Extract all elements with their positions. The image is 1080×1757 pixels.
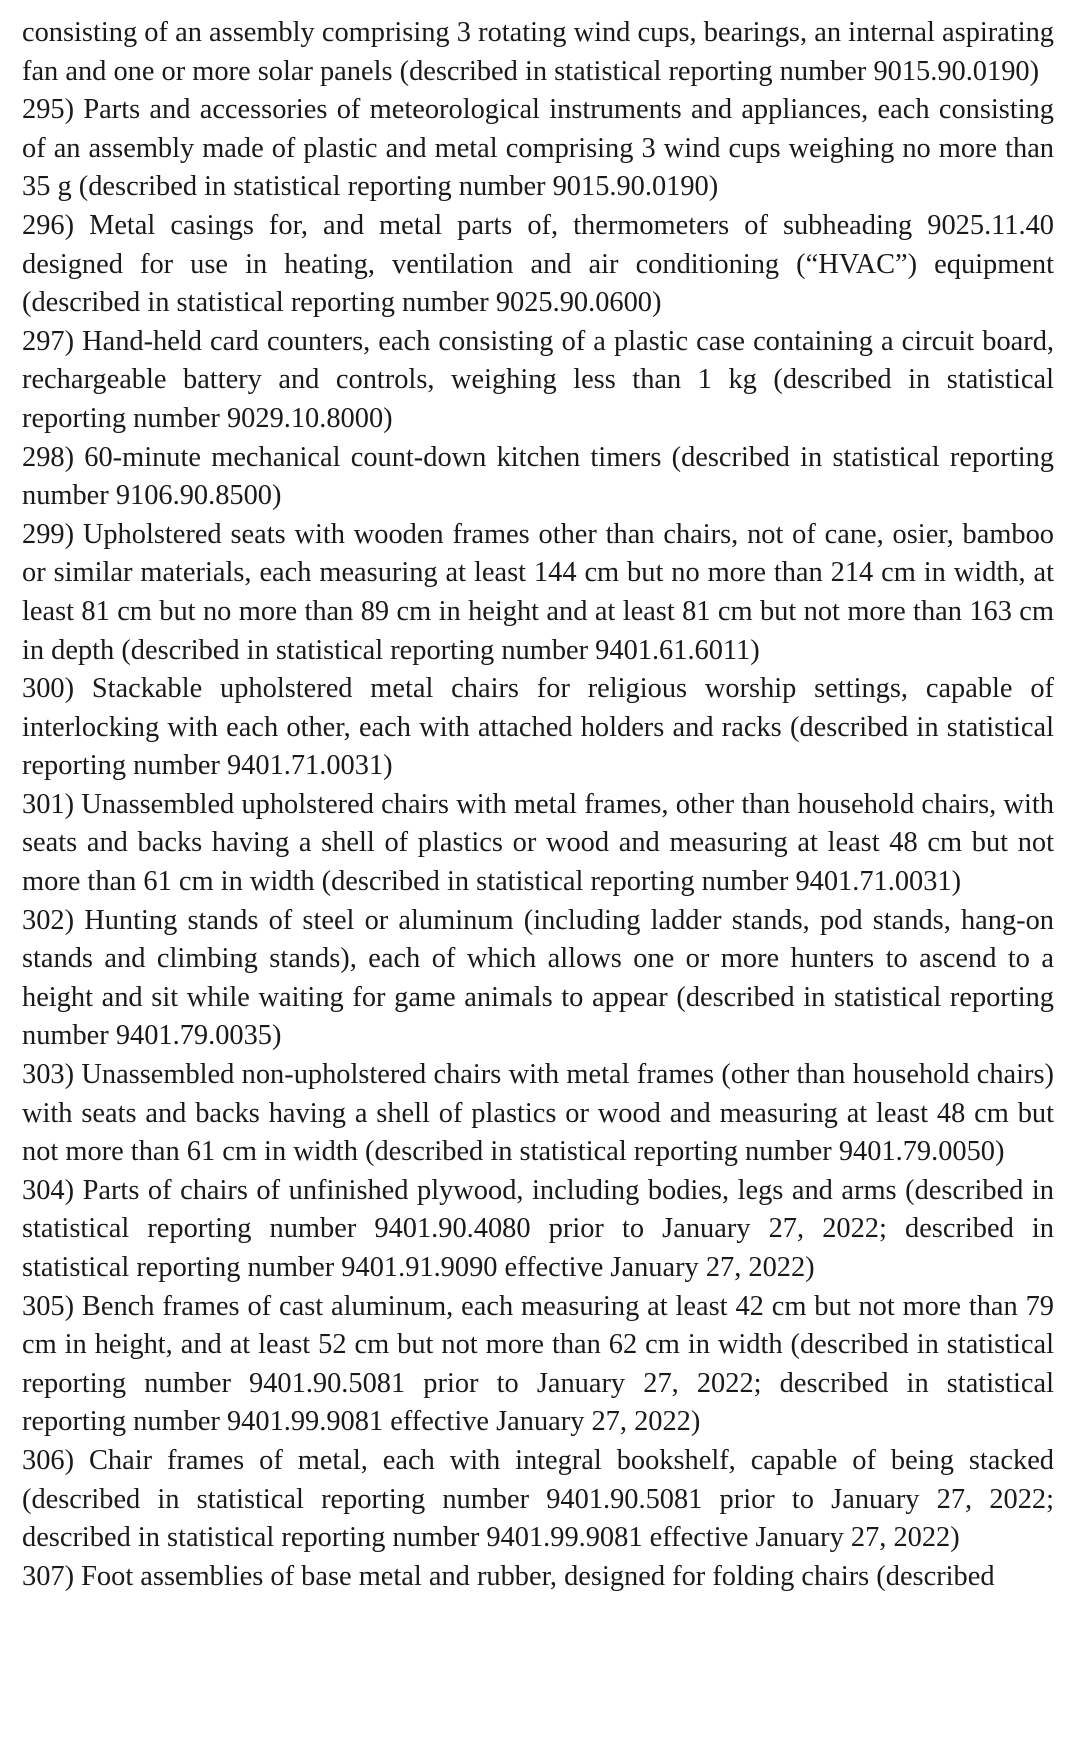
paragraph-item-295: 295) Parts and accessories of meteorological instruments and appliances, each consisting of an assembly made of plastic and metal comprising 3 wind cups weighing no more than 35 g (described in statistical reporting number 9015.90.0190) [22,94,1054,203]
paragraph-item-304: 304) Parts of chairs of unfinished plywood, including bodies, legs and arms (described in statistical reporting number 9401.90.4080 prior to January 27, 2022; described in statistical reporting number 9401.91.9090 effective January 27, 2022) [22,1174,1054,1283]
paragraph-item-298: 298) 60-minute mechanical count-down kitchen timers (described in statistical reporting number 9106.90.8500) [22,441,1054,512]
paragraph-item-305: 305) Bench frames of cast aluminum, each measuring at least 42 cm but not more than 79 cm in height, and at least 52 cm but not more than 62 cm in width (described in statistical reporting number 9401.90.5081 prior to January 27, 2022; described in statistical reporting number 9401.99.9081 effective January 27, 2022) [22,1290,1054,1438]
paragraph-item-301: 301) Unassembled upholstered chairs with metal frames, other than household chairs, with seats and backs having a shell of plastics or wood and measuring at least 48 cm but not more than 61 cm in width (described in statistical reporting number 9401.71.0031) [22,788,1054,898]
paragraph-item-297: 297) Hand-held card counters, each consisting of a plastic case containing a circuit board, rechargeable battery and controls, weighing less than 1 kg (described in statistical reporting number 9029.10.8000) [22,325,1054,434]
paragraph-continuation: consisting of an assembly comprising 3 rotating wind cups, bearings, an internal aspirating fan and one or more solar panels (described in statistical reporting number 9015.90.0190) [22,17,1054,87]
paragraph-item-299: 299) Upholstered seats with wooden frames other than chairs, not of cane, osier, bamboo or similar materials, each measuring at least 144 cm but no more than 214 cm in width, at least 81 cm but no more than 89 cm in height and at least 81 cm but not more than 163 cm in depth (described in statistical reporting number 9401.61.6011) [22,518,1054,666]
paragraph-item-307: 307) Foot assemblies of base metal and rubber, designed for folding chairs (described [22,1560,995,1592]
paragraph-item-302: 302) Hunting stands of steel or aluminum (including ladder stands, pod stands, hang-on stands and climbing stands), each of which allows one or more hunters to ascend to a height and sit while waiting for game animals to appear (described in statistical reporting number 9401.79.0035) [22,904,1054,1052]
paragraph-item-306: 306) Chair frames of metal, each with integral bookshelf, capable of being stacked (described in statistical reporting number 9401.90.5081 prior to January 27, 2022; described in statistical reporting number 9401.99.9081 effective January 27, 2022) [22,1444,1054,1554]
paragraph-item-300: 300) Stackable upholstered metal chairs for religious worship settings, capable of interlocking with each other, each with attached holders and racks (described in statistical reporting number 9401.71.0031) [22,673,1054,782]
document-page [22,14,1054,1596]
paragraph-item-303: 303) Unassembled non-upholstered chairs with metal frames (other than household chairs) with seats and backs having a shell of plastics or wood and measuring at least 48 cm but not more than 61 cm in width (described in statistical reporting number 9401.79.0050) [22,1059,1054,1168]
paragraph-item-296: 296) Metal casings for, and metal parts of, thermometers of subheading 9025.11.40 designed for use in heating, ventilation and air conditioning (“HVAC”) equipment (described in statistical reporting number 9025.90.0600) [22,209,1054,319]
